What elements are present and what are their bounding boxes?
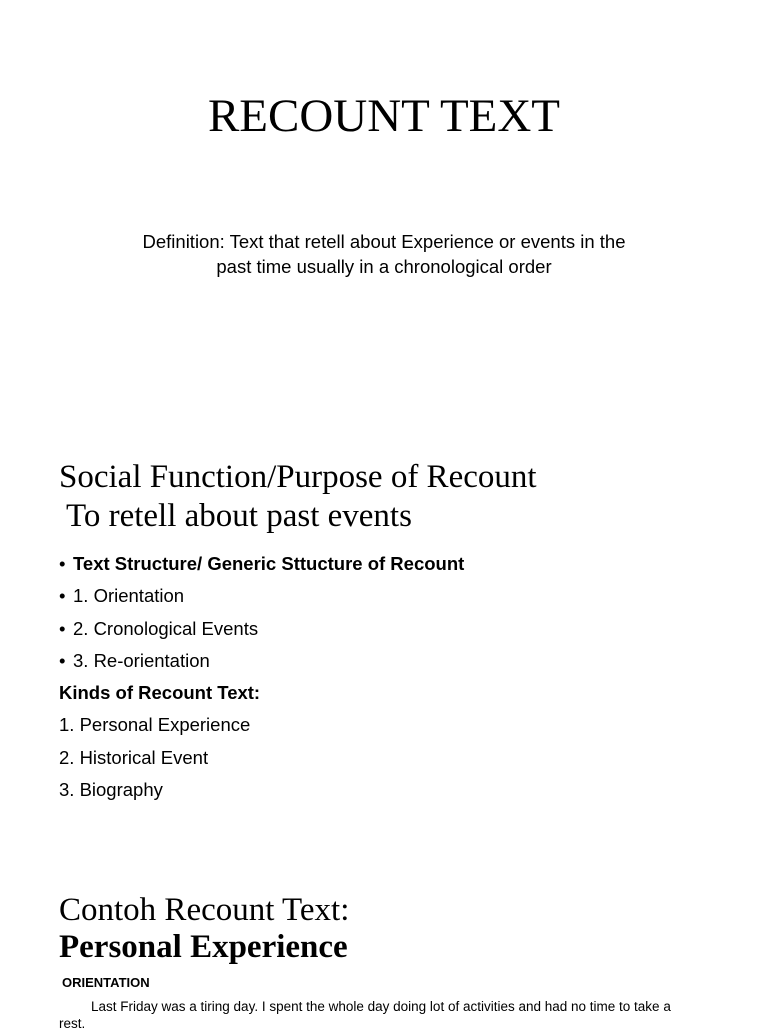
definition-line-1: Definition: Text that retell about Experience or events in the: [142, 231, 626, 252]
kinds-item: 3. Biography: [59, 779, 163, 801]
structure-list: [59, 548, 739, 806]
structure-item: 3. Re-orientation: [73, 649, 210, 671]
definition-line-2: past time usually in a chronological order: [216, 256, 552, 277]
list-item: [59, 580, 739, 612]
slide-example-recount: [0, 860, 768, 1031]
kinds-item: 1. Personal Experience: [59, 714, 251, 736]
example-title: Contoh Recount Text:: [59, 892, 350, 928]
kinds-item: 2. Historical Event: [59, 746, 209, 768]
social-function-title: Social Function/Purpose of Recount: [59, 459, 537, 495]
structure-item: 1. Orientation: [73, 585, 185, 607]
definition-text: [84, 229, 684, 279]
list-item: [59, 742, 739, 774]
list-item: [59, 548, 739, 580]
example-heading: [59, 892, 739, 966]
bullet-icon: •: [59, 649, 66, 671]
structure-heading: Text Structure/ Generic Sttucture of Recount: [73, 553, 465, 574]
bullet-icon: •: [59, 617, 66, 639]
orientation-paragraph: Last Friday was a tiring day. I spent the whole day doing lot of activities and had no time to take a rest.: [59, 999, 671, 1031]
bullet-icon: •: [59, 585, 66, 607]
list-item: [59, 774, 739, 806]
list-item: [59, 645, 739, 677]
social-function-heading: [59, 458, 739, 536]
kinds-heading: Kinds of Recount Text:: [59, 682, 261, 704]
example-subtitle: Personal Experience: [59, 929, 348, 965]
list-item: [59, 709, 739, 741]
page-title: RECOUNT TEXT: [207, 90, 561, 142]
slide-recount-definition: [0, 0, 768, 430]
slide-social-function: [0, 430, 768, 860]
structure-item: 2. Cronological Events: [73, 617, 259, 639]
list-item: [59, 613, 739, 645]
list-item: [59, 677, 739, 709]
bullet-icon: •: [59, 553, 66, 574]
section-label: ORIENTATION: [62, 975, 150, 990]
social-function-purpose: To retell about past events: [66, 498, 412, 534]
